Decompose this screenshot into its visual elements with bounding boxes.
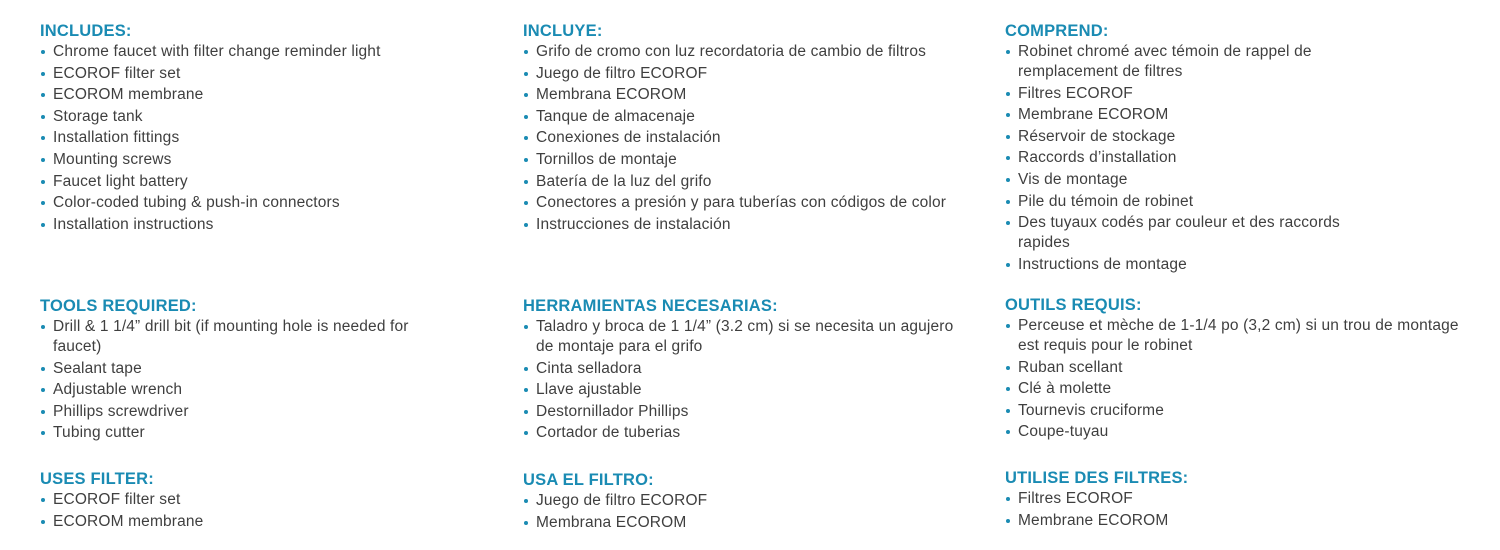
list-item: Perceuse et mèche de 1-1/4 po (3,2 cm) si un trou de montage est requis pour le robinet — [1005, 316, 1465, 356]
usa-el-filtro-heading: USA EL FILTRO: — [523, 471, 654, 489]
outils-requis-list — [1005, 316, 1465, 442]
list-item: Tubing cutter — [40, 423, 450, 443]
includes-list — [40, 42, 470, 235]
list-item: Membrane ECOROM — [1005, 511, 1465, 531]
outils-requis-heading: OUTILS REQUIS: — [1005, 296, 1142, 314]
list-item: Vis de montage — [1005, 170, 1385, 190]
list-item: Instrucciones de instalación — [523, 215, 948, 235]
comprend-section — [1005, 21, 1385, 276]
tools-list — [40, 317, 450, 443]
list-item: Adjustable wrench — [40, 380, 450, 400]
incluye-list — [523, 42, 948, 235]
list-item: Sealant tape — [40, 359, 450, 379]
incluye-section — [523, 21, 948, 236]
herramientas-section — [523, 296, 963, 445]
list-item: Coupe-tuyau — [1005, 422, 1465, 442]
list-item: Conectores a presión y para tuberías con códigos de color — [523, 193, 948, 213]
list-item: Tornillos de montaje — [523, 150, 948, 170]
list-item: Ruban scellant — [1005, 358, 1465, 378]
list-item: ECOROF filter set — [40, 64, 470, 84]
list-item: Pile du témoin de robinet — [1005, 192, 1385, 212]
usa-el-filtro-section — [523, 470, 963, 534]
list-item: Color-coded tubing & push-in connectors — [40, 193, 470, 213]
utilise-des-filtres-list — [1005, 489, 1465, 531]
list-item: Filtres ECOROF — [1005, 489, 1465, 509]
list-item: Chrome faucet with filter change reminder light — [40, 42, 470, 62]
list-item: Grifo de cromo con luz recordatoria de cambio de filtros — [523, 42, 948, 62]
list-item: Réservoir de stockage — [1005, 127, 1385, 147]
list-item: Filtres ECOROF — [1005, 84, 1385, 104]
list-item: Phillips screwdriver — [40, 402, 450, 422]
uses-filter-heading: USES FILTER: — [40, 470, 154, 488]
list-item: Installation fittings — [40, 128, 470, 148]
list-item: ECOROM membrane — [40, 512, 470, 532]
list-item: Des tuyaux codés par couleur et des raccords rapides — [1005, 213, 1385, 253]
list-item: Batería de la luz del grifo — [523, 172, 948, 192]
list-item: Mounting screws — [40, 150, 470, 170]
herramientas-list — [523, 317, 963, 443]
list-item: Tournevis cruciforme — [1005, 401, 1465, 421]
list-item: Raccords d’installation — [1005, 148, 1385, 168]
comprend-heading: COMPREND: — [1005, 22, 1109, 40]
list-item: Membrane ECOROM — [1005, 105, 1385, 125]
tools-heading: TOOLS REQUIRED: — [40, 297, 197, 315]
list-item: Drill & 1 1/4” drill bit (if mounting hole is needed for faucet) — [40, 317, 450, 357]
list-item: Storage tank — [40, 107, 470, 127]
list-item: Instructions de montage — [1005, 255, 1385, 275]
list-item: Membrana ECOROM — [523, 513, 963, 533]
list-item: Tanque de almacenaje — [523, 107, 948, 127]
list-item: Robinet chromé avec témoin de rappel de remplacement de filtres — [1005, 42, 1385, 82]
usa-el-filtro-list — [523, 491, 963, 533]
list-item: Taladro y broca de 1 1/4” (3.2 cm) si se necesita un agujero de montaje para el grifo — [523, 317, 963, 357]
list-item: Faucet light battery — [40, 172, 470, 192]
includes-heading: INCLUDES: — [40, 22, 132, 40]
list-item: Juego de filtro ECOROF — [523, 491, 963, 511]
list-item: Llave ajustable — [523, 380, 963, 400]
uses-filter-section — [40, 469, 470, 533]
list-item: Installation instructions — [40, 215, 470, 235]
list-item: Cinta selladora — [523, 359, 963, 379]
list-item: Destornillador Phillips — [523, 402, 963, 422]
list-item: Membrana ECOROM — [523, 85, 948, 105]
herramientas-heading: HERRAMIENTAS NECESARIAS: — [523, 297, 778, 315]
utilise-des-filtres-heading: UTILISE DES FILTRES: — [1005, 469, 1189, 487]
comprend-list — [1005, 42, 1385, 275]
list-item: Clé à molette — [1005, 379, 1465, 399]
list-item: ECOROM membrane — [40, 85, 470, 105]
list-item: Juego de filtro ECOROF — [523, 64, 948, 84]
list-item: Cortador de tuberias — [523, 423, 963, 443]
tools-section — [40, 296, 450, 445]
list-item: Conexiones de instalación — [523, 128, 948, 148]
incluye-heading: INCLUYE: — [523, 22, 603, 40]
outils-requis-section — [1005, 295, 1465, 444]
includes-section — [40, 21, 470, 236]
utilise-des-filtres-section — [1005, 468, 1465, 532]
uses-filter-list — [40, 490, 470, 532]
list-item: ECOROF filter set — [40, 490, 470, 510]
